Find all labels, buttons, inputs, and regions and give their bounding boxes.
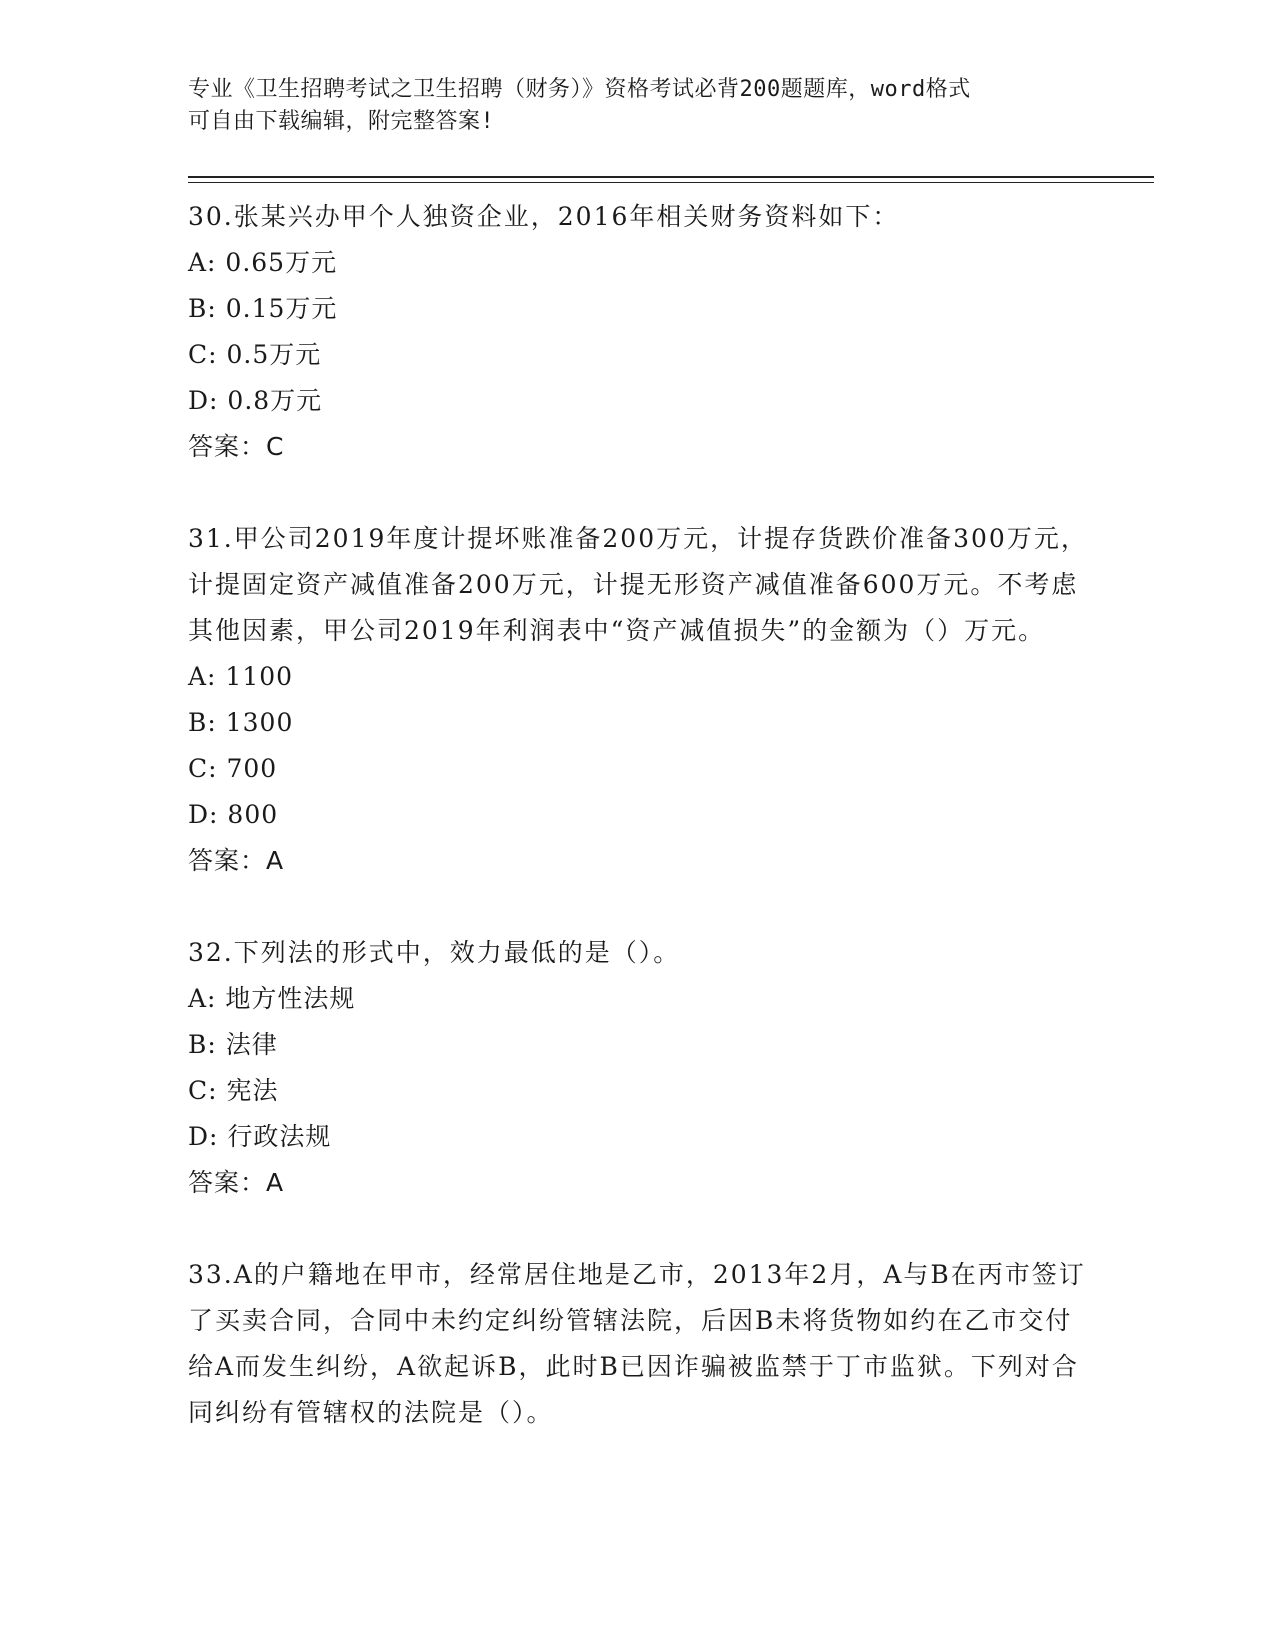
question-list bbox=[188, 194, 1088, 1482]
question-stem: 30.张某兴办甲个人独资企业，2016年相关财务资料如下： bbox=[188, 202, 900, 231]
question-31 bbox=[188, 516, 1088, 884]
option-d: D: 0.8万元 bbox=[188, 386, 323, 415]
header-line-2: 可自由下载编辑，附完整答案! bbox=[188, 109, 495, 134]
option-a: A: 地方性法规 bbox=[188, 984, 356, 1013]
option-d: D: 800 bbox=[188, 800, 279, 829]
option-a: A: 0.65万元 bbox=[188, 248, 338, 277]
document-header bbox=[188, 74, 1068, 138]
question-stem: 33.A的户籍地在甲市，经常居住地是乙市，2013年2月，A与B在丙市签订了买卖合同，合同中未约定纠纷管辖法院，后因B未将货物如约在乙市交付给A而发生纠纷，A欲起诉B，此时B已因诈骗被监禁于丁市监狱。下列对合同纠纷有管辖权的法院是（）。 bbox=[188, 1260, 1086, 1427]
option-b: B: 法律 bbox=[188, 1030, 278, 1059]
option-a: A: 1100 bbox=[188, 662, 294, 691]
question-stem: 31.甲公司2019年度计提坏账准备200万元，计提存货跌价准备300万元，计提固定资产减值准备200万元，计提无形资产减值准备600万元。不考虑其他因素，甲公司2019年利润表中“资产减值损失”的金额为（）万元。 bbox=[188, 524, 1088, 645]
option-c: C: 0.5万元 bbox=[188, 340, 322, 369]
option-b: B: 0.15万元 bbox=[188, 294, 338, 323]
option-c: C: 700 bbox=[188, 754, 278, 783]
option-c: C: 宪法 bbox=[188, 1076, 279, 1105]
option-d: D: 行政法规 bbox=[188, 1122, 332, 1151]
option-b: B: 1300 bbox=[188, 708, 294, 737]
question-30 bbox=[188, 194, 1088, 470]
header-divider-thick bbox=[188, 176, 1154, 178]
answer-line: 答案：A bbox=[188, 846, 285, 875]
header-line-1: 专业《卫生招聘考试之卫生招聘（财务）》资格考试必背200题题库，word格式 bbox=[188, 77, 971, 102]
question-stem: 32.下列法的形式中，效力最低的是（）。 bbox=[188, 938, 681, 967]
question-32 bbox=[188, 930, 1088, 1206]
question-33 bbox=[188, 1252, 1088, 1436]
answer-line: 答案：A bbox=[188, 1168, 285, 1197]
header-divider-thin bbox=[188, 182, 1154, 183]
answer-line: 答案：C bbox=[188, 432, 285, 461]
